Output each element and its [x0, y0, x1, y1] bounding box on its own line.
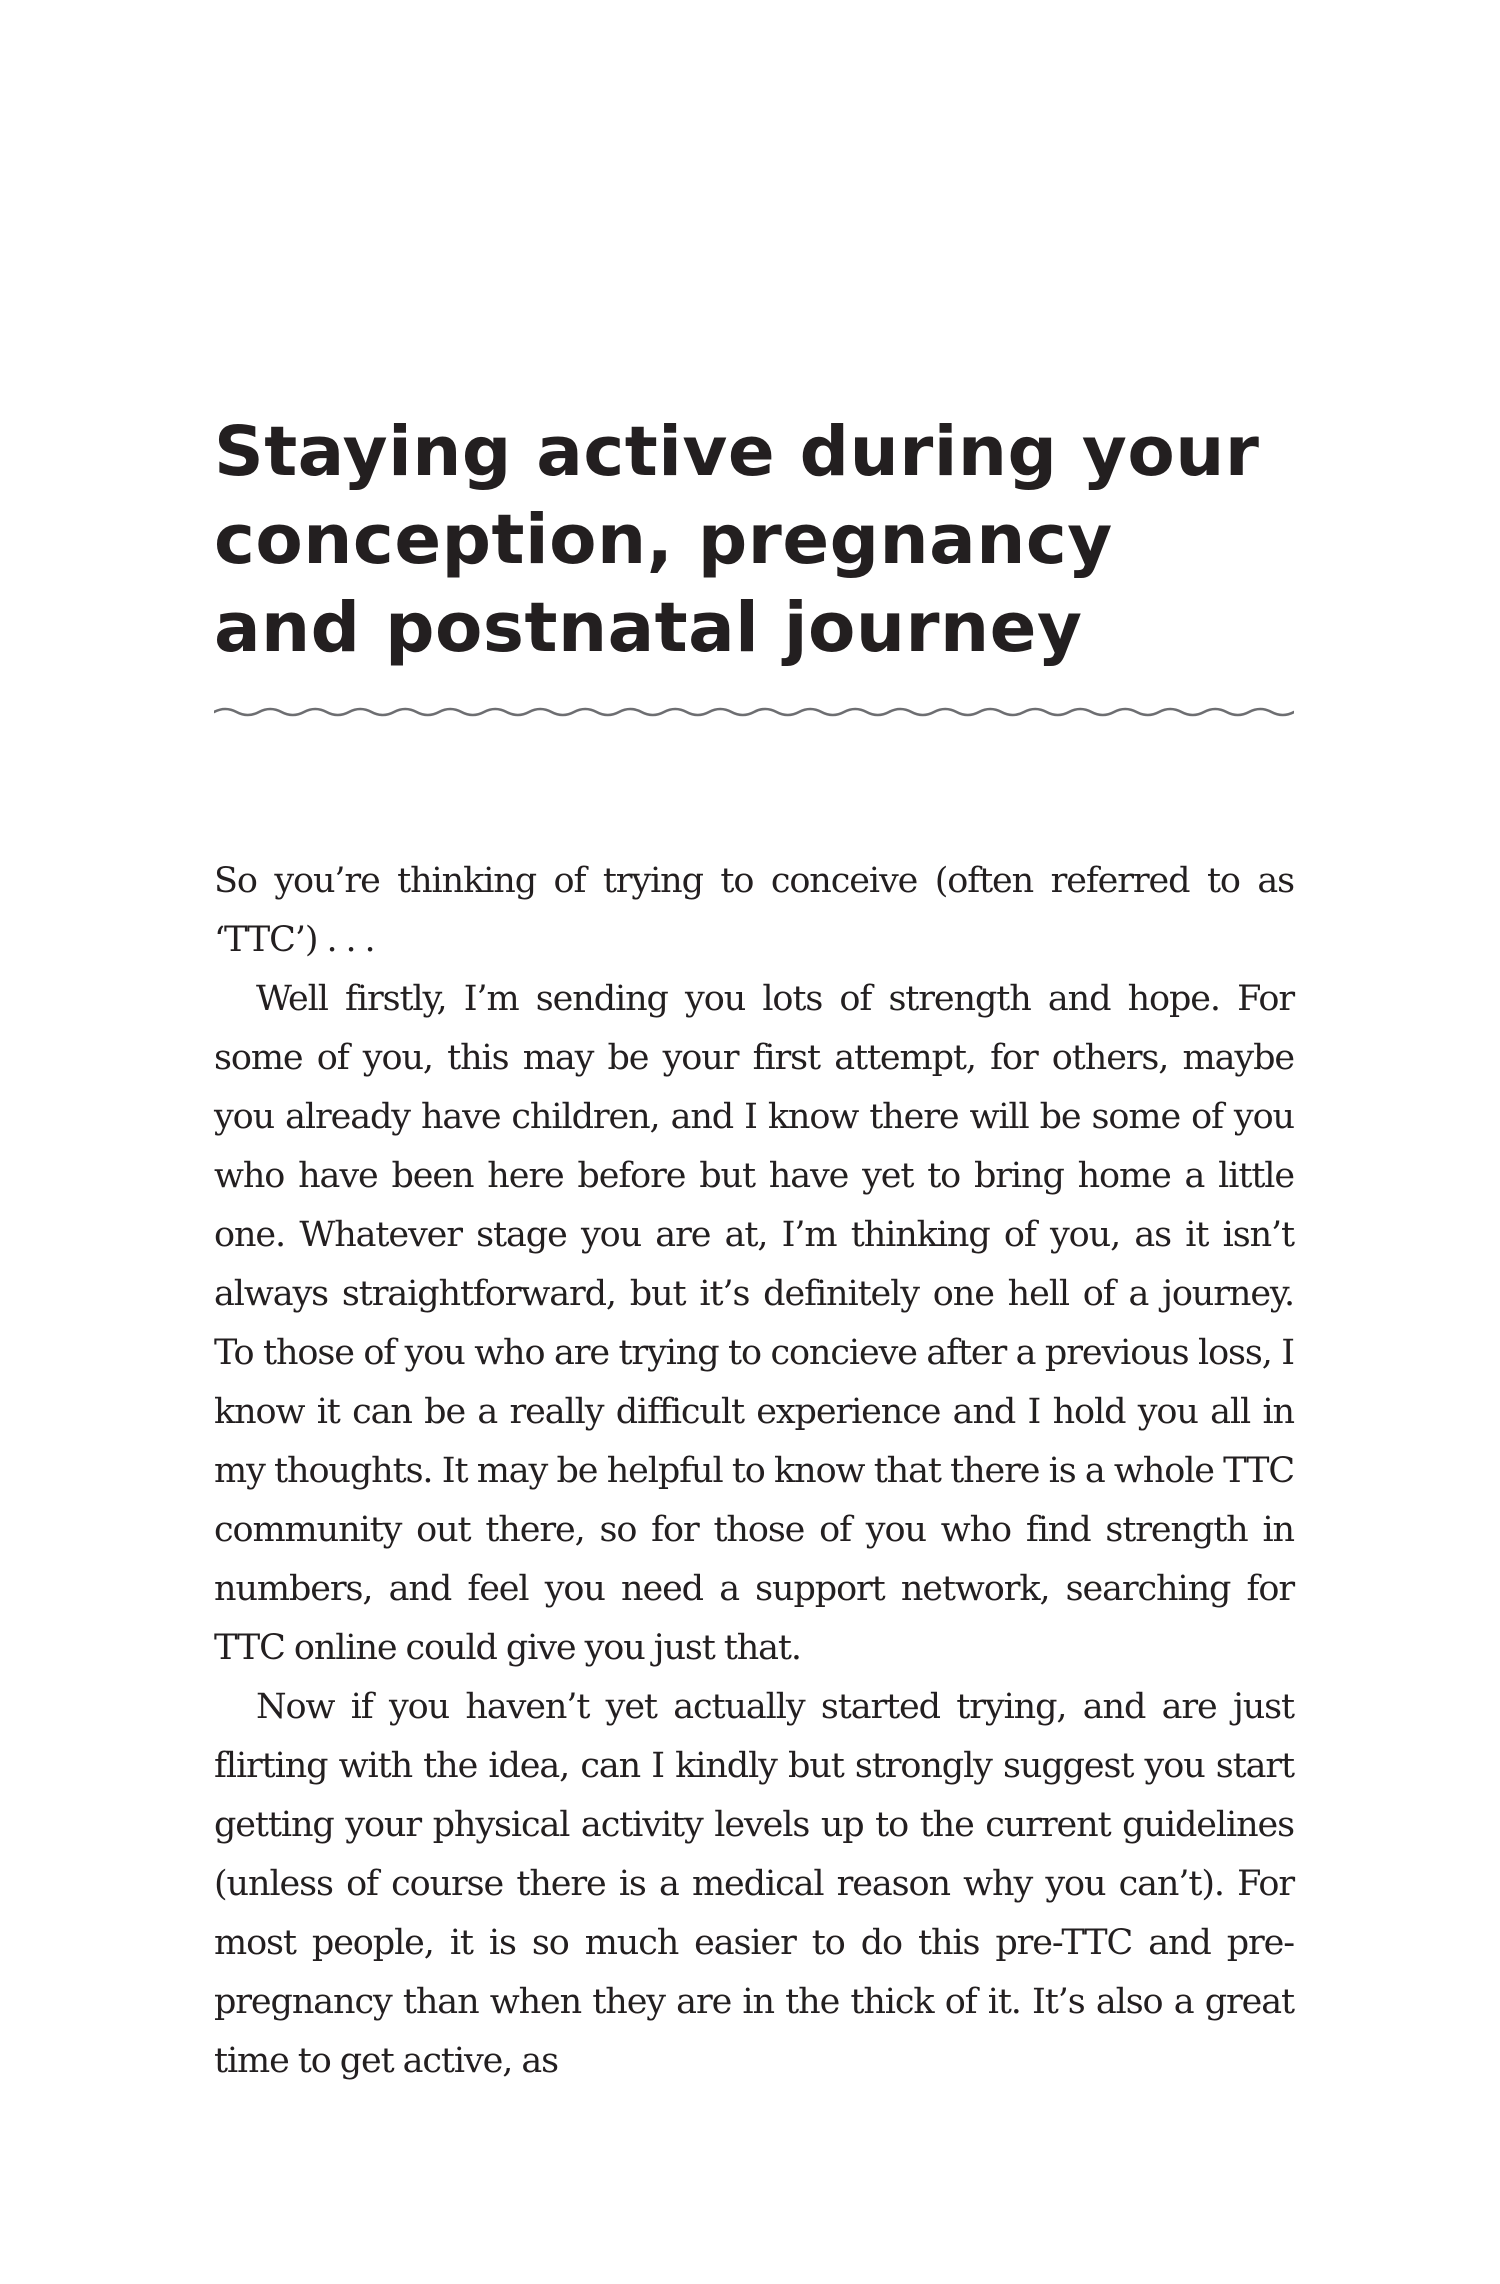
wavy-divider — [214, 700, 1294, 724]
body-text — [214, 852, 1294, 2091]
paragraph-intro: So you’re thinking of trying to conceive (often referred to as ‘TTC’) . . . — [214, 861, 1294, 960]
chapter-title-line-2: conception, pregnancy — [214, 500, 1113, 580]
chapter-title — [214, 408, 1294, 672]
chapter-title-line-3: and postnatal journey — [214, 588, 1083, 668]
chapter-title-line-1: Staying active during your — [214, 412, 1260, 492]
paragraph-strength-and-hope: Well firstly, I’m sending you lots of strength and hope. For some of you, this may be your first attempt, for others, maybe you already have children, and I know there will be some of you who have been here before but have yet to bring home a little one. Whatever stage you are at, I’m thinking of you, as it isn’t always straightforward, but it’s definitely one hell of a journey. To those of you who are trying to concieve after a previous loss, I know it can be a really difficult experience and I hold you all in my thoughts. It may be helpful to know that there is a whole TTC community out there, so for those of you who find strength in numbers, and feel you need a support network, searching for TTC online could give you just that. — [214, 979, 1294, 1668]
paragraph-activity-levels: Now if you haven’t yet actually started trying, and are just flirting with the idea, can I kindly but strongly suggest you start getting your physical activity levels up to the current guidelines (unless of course there is a medical reason why you can’t). For most people, it is so much easier to do this pre-TTC and pre-pregnancy than when they are in the thick of it. It’s also a great time to get active, as — [214, 1687, 1294, 2081]
